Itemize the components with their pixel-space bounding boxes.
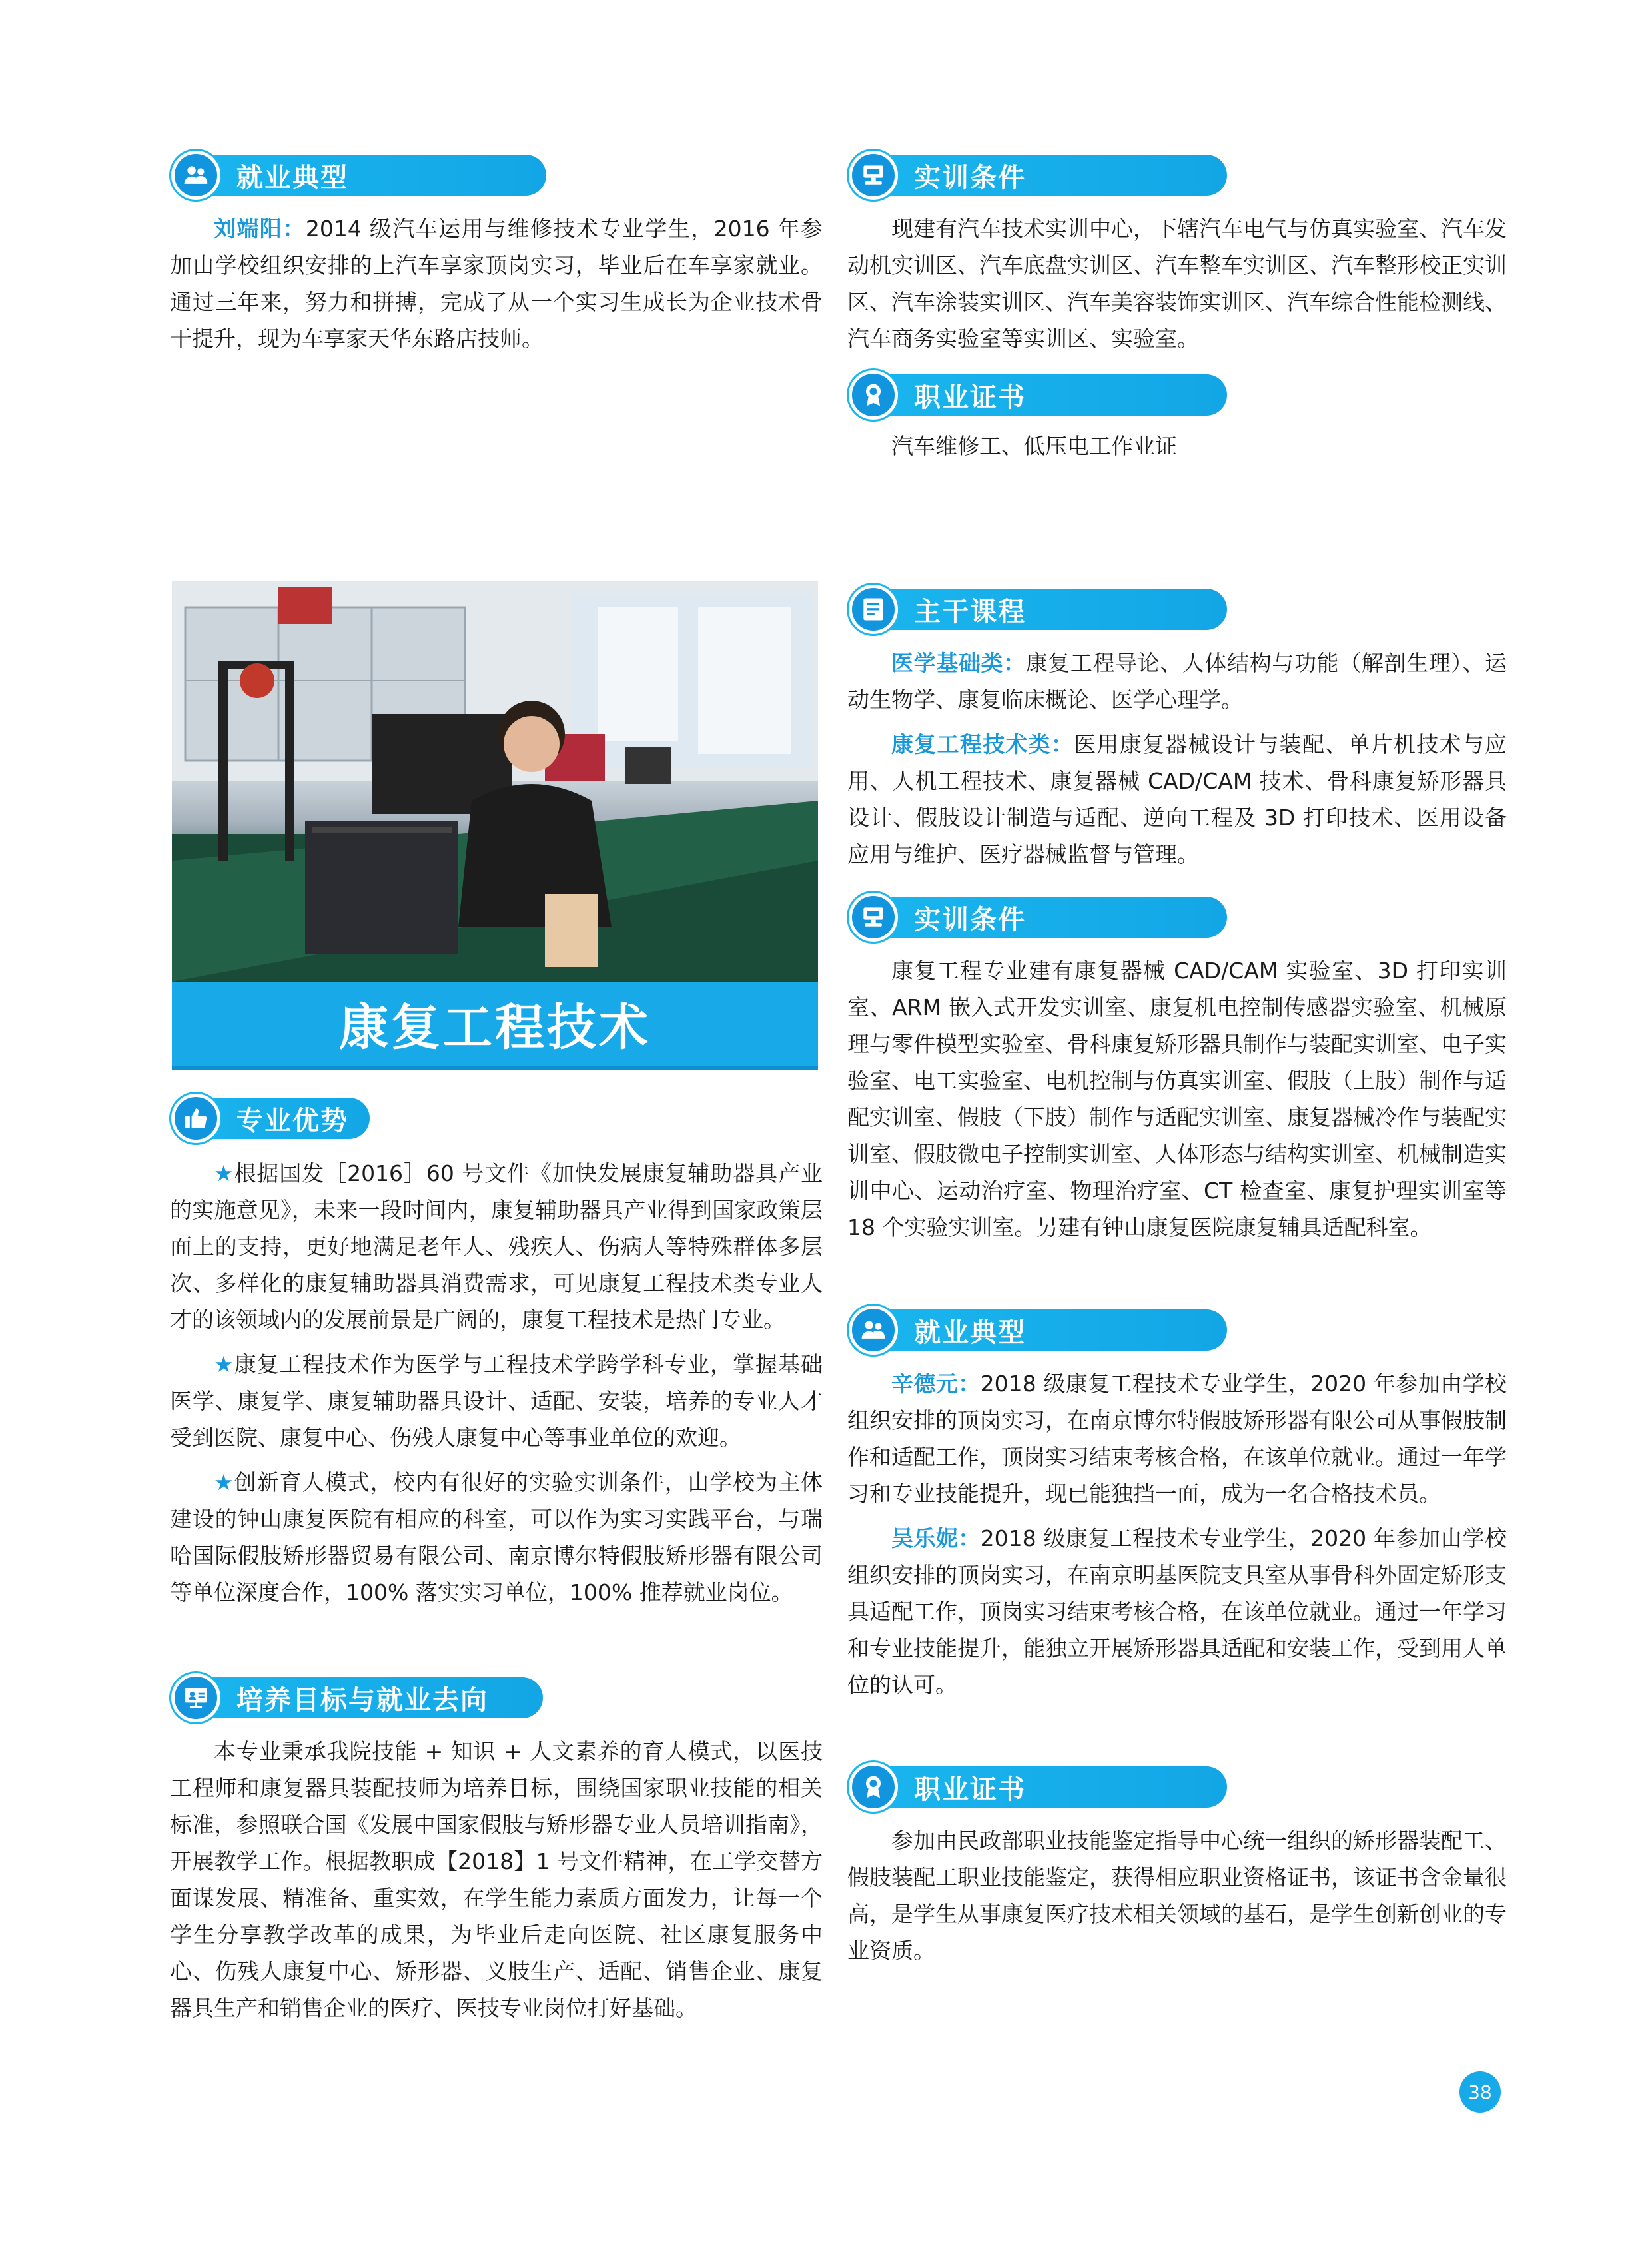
people-icon [849,1306,898,1355]
section-heading [170,1677,543,1718]
student-name: 辛德元： [891,1371,981,1397]
star-icon: ★ [214,1351,234,1377]
workstation-icon [849,893,898,942]
medal-icon [849,370,898,420]
star-icon: ★ [214,1469,234,1495]
section-advantage [170,1098,836,1611]
section-heading-text: 职业证书 [914,1774,1026,1805]
section-heading [847,897,1227,938]
lab-photo [172,581,818,982]
section-employment-top [170,155,836,357]
book-icon [849,585,898,634]
course-group: 康复工程技术类：医用康复器械设计与装配、单片机技术与应用、人机工程技术、康复器械 CAD/CAM 技术、骨科康复矫形器具设计、假肢设计制造与适配、逆向工程及 3D 打印技术、医用设备应用与维护、医疗器械监督与管理。 [847,731,1507,867]
section-heading-text: 实训条件 [914,904,1026,935]
section-heading-text: 培养目标与就业去向 [236,1684,488,1716]
goal-text: 本专业秉承我院技能 + 知识 + 人文素养的育人模式，以医技工程师和康复器具装配技师为培养目标，围绕国家职业技能的相关标准，参照联合国《发展中国家假肢与矫形器专业人员培训指南》，开展教学工作。根据教职成【2018】1 号文件精神，在工学交替方面谋发展、精准备、重实效，在学生能力素质方面发力，让每一个学生分享教学改革的成果，为毕业后走向医院、社区康复服务中心、伤残人康复中心、矫形器、义肢生产、适配、销售企业、康复器具生产和销售企业的医疗、医技专业岗位打好基础。 [170,1738,823,2021]
course-group-label: 康复工程技术类： [891,731,1074,757]
advantage-item: ★康复工程技术作为医学与工程技术学跨学科专业，掌握基础医学、康复学、康复辅助器具设计、适配、安装，培养的专业人才受到医院、康复中心、伤残人康复中心等事业单位的欢迎。 [170,1351,823,1451]
medal-icon [849,1762,898,1812]
major-title-banner: 康复工程技术 [172,982,818,1070]
section-employment [847,1309,1520,1703]
section-certificate-top [847,374,1520,464]
employment-case: 吴乐妮：2018 级康复工程技术专业学生，2020 年参加由学校组织安排的顶岗实习，在南京明基医院支具室从事骨科外固定矫形支具适配工作，顶岗实习结束考核合格，在该单位就业。通过一年学习和专业技能提升，能独立开展矫形器具适配和安装工作，受到用人单位的认可。 [847,1525,1507,1698]
section-heading [847,374,1227,416]
star-icon: ★ [214,1160,234,1186]
people-icon [171,151,220,200]
section-heading-text: 实训条件 [914,162,1026,193]
advantage-item: ★根据国发［2016］60 号文件《加快发展康复辅助器具产业的实施意见》，未来一段时间内，康复辅助器具产业得到国家政策层面上的支持，更好地满足老年人、残疾人、伤病人等特殊群体多层次、多样化的康复辅助器具消费需求，可见康复工程技术类专业人才的该领域内的发展前景是广阔的，康复工程技术是热门专业。 [170,1160,823,1333]
certificate-text: 汽车维修工、低压电工作业证 [891,433,1177,459]
section-heading-text: 专业优势 [236,1105,348,1136]
employment-case: 辛德元：2018 级康复工程技术专业学生，2020 年参加由学校组织安排的顶岗实习，在南京博尔特假肢矫形器有限公司从事假肢制作和适配工作，顶岗实习结束考核合格，在该单位就业。通过一年学习和专业技能提升，现已能独挡一面，成为一名合格技术员。 [847,1371,1507,1507]
section-training [847,897,1520,1246]
section-heading [847,155,1227,196]
student-name: 吴乐妮： [891,1525,981,1551]
training-text: 康复工程专业建有康复器械 CAD/CAM 实验室、3D 打印实训室、ARM 嵌入式开发实训室、康复机电控制传感器实验室、机械原理与零件模型实验室、骨科康复矫形器具制作与装配实训室、电子实验室、电工实验室、电机控制与仿真实训室、假肢（上肢）制作与适配实训室、假肢（下肢）制作与适配实训室、康复器械冷作与装配实训室、假肢微电子控制实训室、人体形态与结构实训室、机械制造实训中心、运动治疗室、物理治疗室、CT 检查室、康复护理实训室等 18 个实验实训室。另建有钟山康复医院康复辅具适配科室。 [847,958,1507,1240]
course-group: 医学基础类：康复工程导论、人体结构与功能（解剖生理）、运动生物学、康复临床概论、医学心理学。 [847,650,1507,713]
section-heading [170,1098,370,1139]
section-heading-text: 主干课程 [914,596,1026,627]
section-heading-text: 职业证书 [914,382,1026,413]
advantage-item: ★创新育人模式，校内有很好的实验实训条件，由学校为主体建设的钟山康复医院有相应的科室，可以作为实习实践平台，与瑞哈国际假肢矫形器贸易有限公司、南京博尔特假肢矫形器有限公司等单位深度合作，100% 落实实习单位，100% 推荐就业岗位。 [170,1469,823,1605]
section-heading [847,589,1227,630]
section-heading-text: 就业典型 [914,1317,1026,1348]
section-heading [847,1766,1227,1808]
certificate-text: 参加由民政部职业技能鉴定指导中心统一组织的矫形器装配工、假肢装配工职业技能鉴定，获得相应职业资格证书，该证书含金量很高，是学生从事康复医疗技术相关领域的基石，是学生创新创业的专业资质。 [847,1828,1507,1964]
section-goal [170,1677,836,2026]
section-courses [847,589,1520,873]
section-certificate [847,1766,1520,1969]
section-heading-text: 就业典型 [236,162,348,193]
workstation-icon [849,151,898,200]
presentation-icon [171,1673,220,1722]
thumbs-up-icon [171,1094,220,1143]
training-text: 现建有汽车技术实训中心，下辖汽车电气与仿真实验室、汽车发动机实训区、汽车底盘实训区、汽车整车实训区、汽车整形校正实训区、汽车涂装实训区、汽车美容装饰实训区、汽车综合性能检测线、汽车商务实验室等实训区、实验室。 [847,216,1507,352]
lab-photo-illustration [172,581,818,982]
page-number: 38 [1459,2071,1501,2113]
section-training-top [847,155,1520,357]
section-heading [170,155,546,196]
student-name: 刘端阳： [214,216,306,242]
section-heading [847,1309,1227,1351]
course-group-label: 医学基础类： [891,650,1026,676]
employment-case [170,210,823,357]
case-text: 2014 级汽车运用与维修技术专业学生，2016 年参加由学校组织安排的上汽车享家顶岗实习，毕业后在车享家就业。通过三年来，努力和拼搏，完成了从一个实习生成长为企业技术骨干提升，现为车享家天华东路店技师。 [170,216,823,352]
